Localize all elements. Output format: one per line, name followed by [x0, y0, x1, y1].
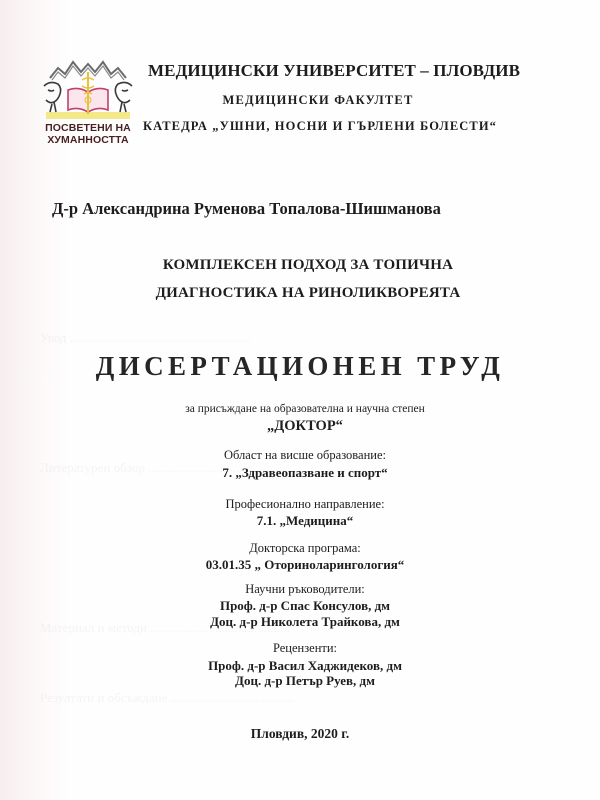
bleed-through-text: Материал и методи ...........................................	[40, 620, 290, 635]
place-and-year: Пловдив, 2020 г.	[250, 726, 350, 741]
degree-purpose: за присъждане на образователна и научна степен	[185, 403, 425, 415]
topic-title-line1: КОМПЛЕКСЕН ПОДХОД ЗА ТОПИЧНА	[162, 257, 454, 273]
university-crest-icon	[38, 56, 138, 120]
university-logo	[38, 56, 138, 148]
university-name: МЕДИЦИНСКИ УНИВЕРСИТЕТ – ПЛОВДИВ	[148, 61, 521, 80]
bleed-through-text: Резултати и обсъждане ......................................	[40, 690, 295, 705]
degree-name: „ДОКТОР“	[267, 418, 343, 434]
bleed-through-text: Увод ........................................................	[40, 330, 252, 345]
logo-caption-line2: ХУМАННОСТТА	[47, 134, 129, 146]
author-name: Д-р Александрина Руменова Топалова-Шишманова	[52, 199, 441, 218]
reviewers-label: Рецензенти:	[272, 641, 338, 655]
supervisor-name: Доц. д-р Николета Трайкова, дм	[210, 614, 400, 629]
topic-title-line2: ДИАГНОСТИКА НА РИНОЛИКВОРЕЯТА	[155, 285, 461, 301]
field-value-professional-direction: 7.1. „Медицина“	[256, 513, 354, 528]
supervisors-label: Научни ръководители:	[245, 582, 365, 596]
department-name: КАТЕДРА „УШНИ, НОСНИ И ГЪРЛЕНИ БОЛЕСТИ“	[143, 119, 498, 133]
reviewer-name: Проф. д-р Васил Хаджидеков, дм	[208, 658, 402, 673]
faculty-name: МЕДИЦИНСКИ ФАКУЛТЕТ	[222, 93, 414, 107]
reviewer-name: Доц. д-р Петър Руев, дм	[235, 673, 375, 688]
field-value-education-area: 7. „Здравеопазване и спорт“	[222, 465, 388, 480]
field-label-doctoral-program: Докторска програма:	[249, 541, 361, 555]
supervisor-name: Проф. д-р Спас Консулов, дм	[219, 598, 391, 613]
field-label-professional-direction: Професионално направление:	[225, 497, 385, 511]
field-label-education-area: Област на висше образование:	[223, 448, 386, 462]
document-type-heading: ДИСЕРТАЦИОНЕН ТРУД	[95, 351, 505, 381]
field-value-doctoral-program: 03.01.35 „ Оториноларингология“	[205, 557, 405, 572]
logo-caption-line1: ПОСВЕТЕНИ НА	[45, 122, 131, 134]
bleed-through-text: Литературен обзор ..........................................	[40, 460, 285, 475]
